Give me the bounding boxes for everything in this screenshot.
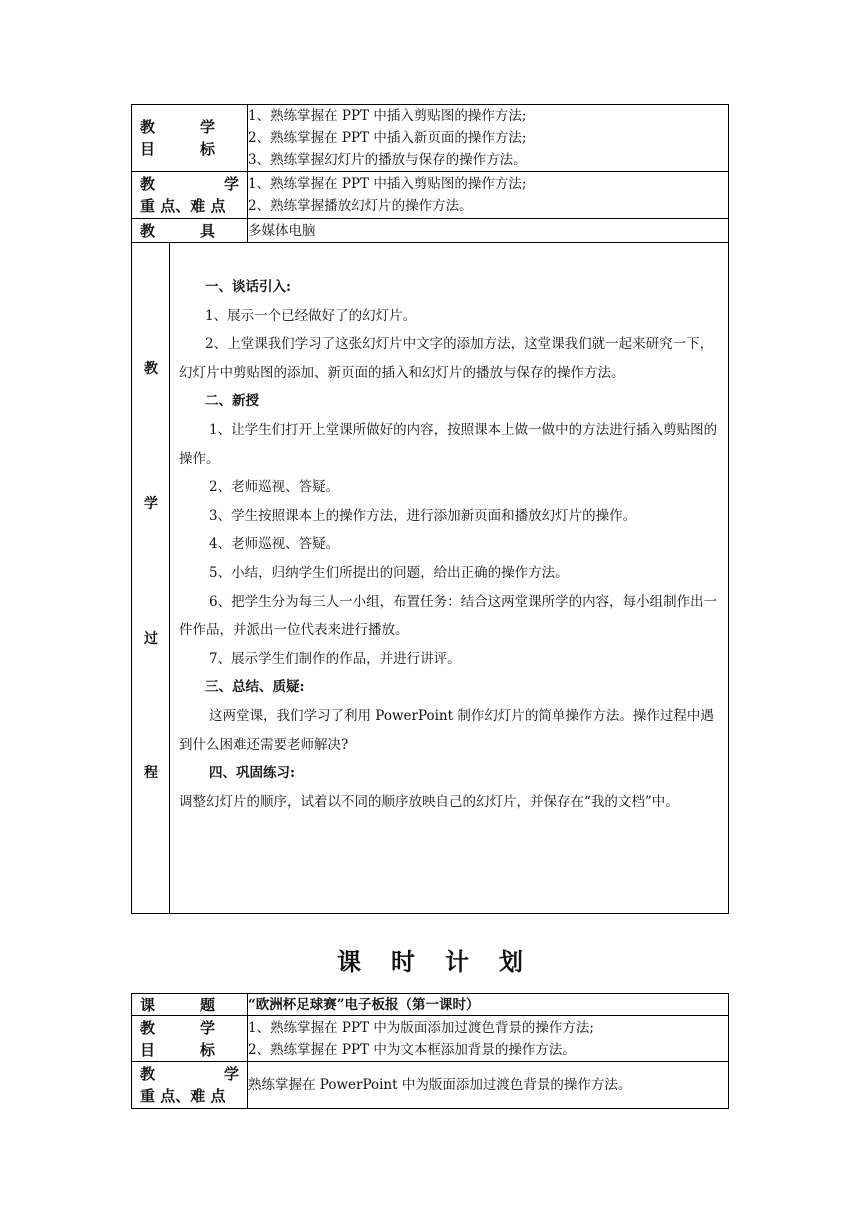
paragraph: 2、上堂课我们学习了这张幻灯片中文字的添加方法，这堂课我们就一起来研究一下，幻灯片中剪贴图的添加、新页面的插入和幻灯片的播放与保存的操作方法。 <box>179 336 714 381</box>
key-points-label: 教 学 重 点、难 点 <box>132 172 248 219</box>
process-label: 教 学 过 程 <box>132 243 170 914</box>
tools-label: 教 具 <box>132 219 248 243</box>
paragraph: 2、老师巡视、答疑。 <box>209 479 340 496</box>
key-points-value: 熟练掌握在 PowerPoint 中为版面添加过渡色背景的操作方法。 <box>248 1062 729 1109</box>
goal-value <box>248 105 729 172</box>
section-heading: 四、巩固练习: <box>209 765 295 782</box>
tools-value: 多媒体电脑 <box>248 219 729 243</box>
goal-label: 教 学 目 标 <box>132 105 248 172</box>
page-title: 课时计划 <box>337 947 553 976</box>
goal-value <box>248 1016 729 1062</box>
key-item: 1、熟练掌握在 PPT 中插入剪贴图的操作方法; <box>248 176 527 192</box>
topic-row <box>132 994 729 1016</box>
goal-item: 3、熟练掌握幻灯片的播放与保存的操作方法。 <box>248 152 527 168</box>
paragraph: 3、学生按照课本上的操作方法，进行添加新页面和播放幻灯片的操作。 <box>209 507 637 524</box>
goal-item: 2、熟练掌握在 PPT 中插入新页面的操作方法; <box>248 130 527 146</box>
goal-row <box>132 1016 729 1062</box>
topic-label: 课 题 <box>132 994 248 1016</box>
tools-row <box>132 219 729 243</box>
key-points-row <box>132 1062 729 1109</box>
topic-value: “欧洲杯足球赛”电子板报（第一课时） <box>248 994 729 1016</box>
paragraph: 5、小结，归纳学生们所提出的问题，给出正确的操作方法。 <box>209 564 569 581</box>
paragraph: 6、把学生分为每三人一小组，布置任务：结合这两堂课所学的内容，每小组制作出一件作品，并派出一位代表来进行播放。 <box>179 593 718 639</box>
section-heading: 一、谈话引入: <box>205 279 291 295</box>
paragraph: 1、让学生们打开上堂课所做好的内容，按照课本上做一做中的方法进行插入剪贴图的操作。 <box>179 421 718 467</box>
paragraph: 调整幻灯片的顺序，试着以不同的顺序放映自己的幻灯片，并保存在“我的文档”中。 <box>179 793 679 810</box>
goal-label: 教 学 目 标 <box>132 1016 248 1062</box>
paragraph: 这两堂课，我们学习了利用 PowerPoint 制作幻灯片的简单操作方法。操作过程中遇到什么困难还需要老师解决? <box>179 707 714 753</box>
key-points-row <box>132 172 729 219</box>
process-content <box>170 243 729 914</box>
paragraph: 4、老师巡视、答疑。 <box>209 536 340 553</box>
paragraph: 7、展示学生们制作的作品，并进行讲评。 <box>209 650 461 667</box>
section-heading: 二、新授 <box>205 393 259 410</box>
section-heading: 三、总结、质疑: <box>205 679 305 696</box>
key-item: 2、熟练掌握播放幻灯片的操作方法。 <box>248 198 473 214</box>
process-row <box>132 243 729 914</box>
goal-row <box>132 105 729 172</box>
lesson-table-continued <box>131 104 729 914</box>
lesson-plan-table <box>131 993 729 1109</box>
goal-item: 1、熟练掌握在 PPT 中插入剪贴图的操作方法; <box>248 108 527 124</box>
key-points-value <box>248 172 729 219</box>
key-points-label: 教 学 重 点、难 点 <box>132 1062 248 1109</box>
paragraph: 1、展示一个已经做好了的幻灯片。 <box>205 307 417 324</box>
goal-item: 1、熟练掌握在 PPT 中为版面添加过渡色背景的操作方法; <box>248 1019 594 1036</box>
goal-item: 2、熟练掌握在 PPT 中为文本框添加背景的操作方法。 <box>248 1041 576 1058</box>
